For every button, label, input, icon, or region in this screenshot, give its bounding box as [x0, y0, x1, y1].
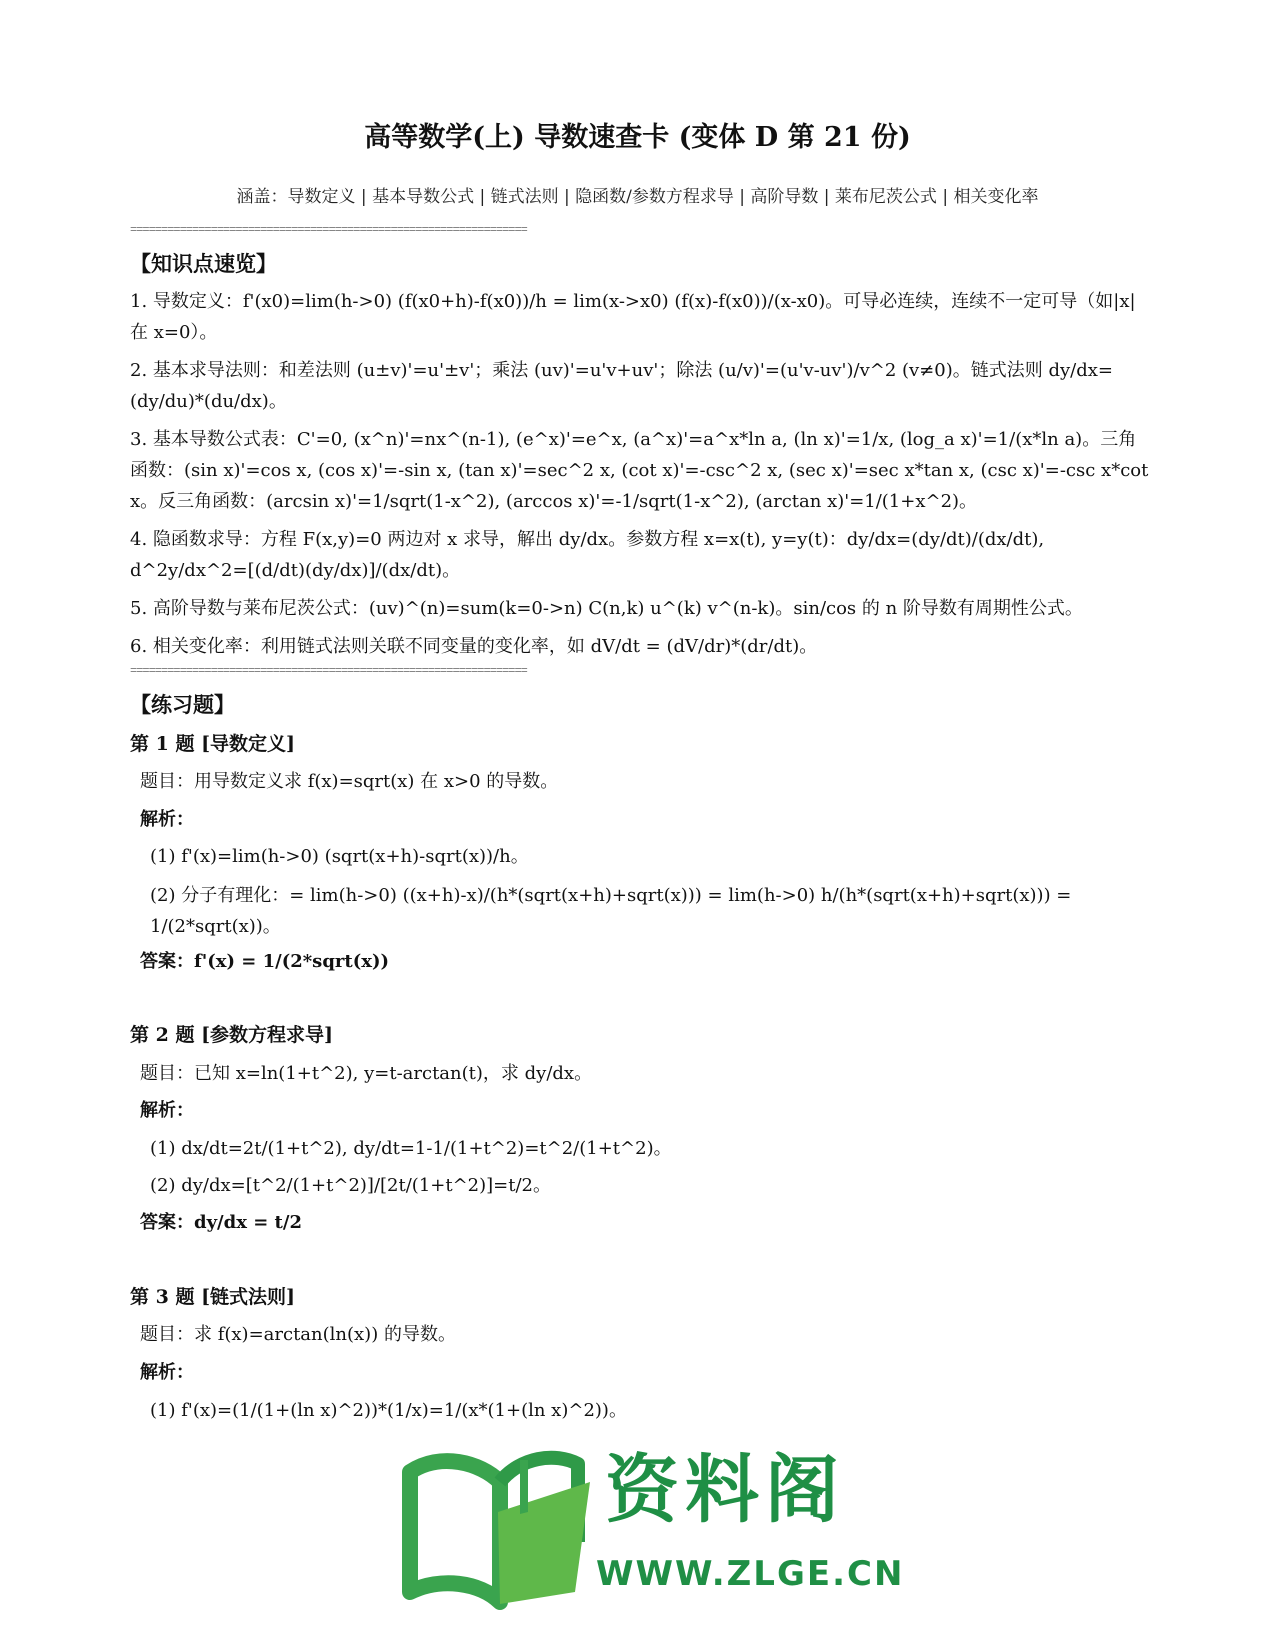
open-book-icon: [400, 1442, 600, 1612]
solution-step: (1) f'(x)=(1/(1+(ln x)^2))*(1/x)=1/(x*(1+(ln x)^2))。: [150, 1400, 627, 1421]
knowledge-item: 3. 基本导数公式表：C'=0, (x^n)'=nx^(n-1), (e^x)'=e^x, (a^x)'=a^x*ln a, (ln x)'=1/x, (log_a x)'=1/(x*ln a)。三角函数：(sin x)'=cos x, (cos x)'=-sin x, (tan x)'=sec^2 x, (cot x)'=-csc^2 x, (sec x)'=sec x*tan x, (csc x)'=-csc x*cot x。反三角函数：(arcsin x)'=1/sqrt(1-x^2), (arccos x)'=-1/sqrt(1-x^2), (arctan x)'=1/(1+x^2)。: [130, 429, 1149, 512]
knowledge-list: [130, 286, 1150, 669]
knowledge-item: 4. 隐函数求导：方程 F(x,y)=0 两边对 x 求导，解出 dy/dx。参数方程 x=x(t), y=y(t)：dy/dx=(dy/dt)/(dx/dt), d^2y/dx^2=[(d/dt)(dy/dx)]/(dx/dt)。: [130, 529, 1045, 581]
knowledge-item: 1. 导数定义：f'(x0)=lim(h->0) (f(x0+h)-f(x0))/h = lim(x->x0) (f(x)-f(x0))/(x-x0)。可导必连续，连续不一定可导（如|x|在 x=0）。: [130, 291, 1136, 343]
answer-text: 答案：f'(x) = 1/(2*sqrt(x)): [140, 951, 389, 972]
watermark-logo: [400, 1442, 905, 1612]
solution-step: (1) dx/dt=2t/(1+t^2), dy/dt=1-1/(1+t^2)=t^2/(1+t^2)。: [150, 1138, 672, 1159]
analysis-label: 解析：: [140, 809, 194, 830]
question-text: 题目：求 f(x)=arctan(ln(x)) 的导数。: [140, 1324, 456, 1345]
knowledge-item: 2. 基本求导法则：和差法则 (u±v)'=u'±v'；乘法 (uv)'=u'v+uv'；除法 (u/v)'=(u'v-uv')/v^2 (v≠0)。链式法则 dy/dx=(dy/du)*(du/dx)。: [130, 360, 1113, 412]
knowledge-heading: 【知识点速览】: [130, 251, 277, 276]
solution-step-text: (2) 分子有理化：= lim(h->0) ((x+h)-x)/(h*(sqrt(x+h)+sqrt(x))) = lim(h->0) h/(h*(sqrt(x+h)+sqrt(x))) = 1/(2*sqrt(x))。: [150, 885, 1072, 937]
solution-step: (1) f'(x)=lim(h->0) (sqrt(x+h)-sqrt(x))/h。: [150, 846, 529, 867]
solution-step: (2) dy/dx=[t^2/(1+t^2)]/[2t/(1+t^2)]=t/2。: [150, 1175, 551, 1196]
question-text: 题目：已知 x=ln(1+t^2), y=t-arctan(t)，求 dy/dx。: [140, 1063, 593, 1084]
question-text: 题目：用导数定义求 f(x)=sqrt(x) 在 x>0 的导数。: [140, 771, 559, 792]
page-title: 高等数学(上) 导数速查卡 (变体 D 第 21 份): [364, 122, 911, 153]
answer-text: 答案：dy/dx = t/2: [140, 1212, 302, 1233]
watermark-url: WWW.ZLGE.CN: [596, 1554, 905, 1594]
question-title: 第 1 题 [导数定义]: [130, 733, 296, 755]
analysis-label: 解析：: [140, 1100, 194, 1121]
separator-line: ================================================================: [130, 224, 527, 236]
knowledge-item: 5. 高阶导数与莱布尼茨公式：(uv)^(n)=sum(k=0->n) C(n,k) u^(k) v^(n-k)。sin/cos 的 n 阶导数有周期性公式。: [130, 598, 1083, 619]
exercises-heading: 【练习题】: [130, 692, 235, 717]
analysis-label: 解析：: [140, 1362, 194, 1383]
question-title: 第 3 题 [链式法则]: [130, 1286, 296, 1308]
page-subtitle: 涵盖：导数定义 | 基本导数公式 | 链式法则 | 隐函数/参数方程求导 | 高阶导数 | 莱布尼茨公式 | 相关变化率: [236, 187, 1039, 207]
separator-line: ================================================================: [130, 665, 527, 677]
question-title: 第 2 题 [参数方程求导]: [130, 1024, 334, 1046]
knowledge-item: 6. 相关变化率：利用链式法则关联不同变量的变化率，如 dV/dt = (dV/dr)*(dr/dt)。: [130, 636, 818, 657]
solution-step: [130, 880, 1150, 942]
watermark-name: 资料阁: [605, 1447, 845, 1533]
